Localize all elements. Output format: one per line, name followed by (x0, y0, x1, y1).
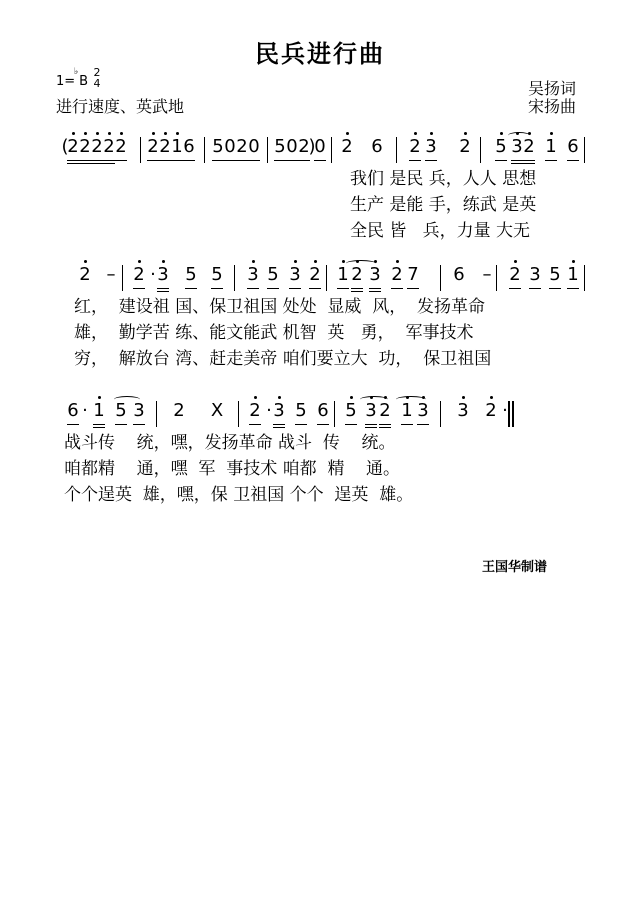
underline-beam (147, 160, 159, 161)
underline-beam (417, 424, 429, 425)
barline (140, 137, 141, 163)
score-note: 2 (509, 264, 521, 285)
underline-beam (171, 160, 183, 161)
song-title: 民兵进行曲 (255, 40, 385, 68)
score-note: ) (308, 136, 316, 157)
score-note: 2 (409, 136, 421, 157)
key-label: 1= (56, 74, 76, 89)
underline-beam (248, 160, 260, 161)
lyric-line: 全民 皆 兵，力量 大无 (350, 221, 531, 241)
underline-beam (351, 288, 363, 289)
lyric-line: 红， 建设祖 国、保卫祖国 处处 显威 风， 发扬革命 (74, 297, 486, 317)
underline-beam (115, 424, 127, 425)
octave-dot (98, 396, 101, 399)
score-note: 3 (157, 264, 169, 285)
octave-dot (138, 260, 141, 263)
underline-beam (157, 288, 169, 289)
score-note: 5 (115, 400, 127, 421)
slur (396, 396, 426, 403)
underline-beam (425, 160, 437, 161)
score-note: 2 (309, 264, 321, 285)
score-note: · (266, 400, 272, 421)
underline-beam (183, 160, 195, 161)
score-note: 0 (248, 136, 260, 157)
lyric-line: 咱都精 通，嘿 军 事技术 咱都 精 通。 (64, 459, 401, 479)
octave-dot (462, 396, 465, 399)
underline-beam (309, 288, 321, 289)
lyric-line: 雄， 勤学苦 练、能文能武 机智 英 勇， 军事技术 (74, 323, 474, 343)
underline-beam (511, 160, 523, 161)
score-note: 2 (459, 136, 471, 157)
underline-beam (224, 160, 236, 161)
octave-dot (84, 260, 87, 263)
underline-beam (249, 424, 261, 425)
score-note: 6 (371, 136, 383, 157)
underline-beam (509, 288, 521, 289)
lyric-line: 生产 是能 手，练武 是英 (350, 195, 537, 215)
score-note: 2 (379, 400, 391, 421)
underline-beam (91, 160, 103, 161)
score-note: 5 (211, 264, 223, 285)
barline (238, 401, 239, 427)
barline (331, 137, 332, 163)
score-note: 3 (273, 400, 285, 421)
arranger-credit: 王国华制谱 (482, 560, 548, 575)
score-note: 6 (317, 400, 329, 421)
octave-dot (152, 132, 155, 135)
underline-beam (159, 160, 171, 161)
score-note: 1 (337, 264, 349, 285)
score-note: 5 (295, 400, 307, 421)
slur (114, 396, 140, 403)
barline (156, 401, 157, 427)
underline-beam (549, 288, 561, 289)
octave-dot (72, 132, 75, 135)
underline-beam (103, 163, 115, 164)
score-note: 3 (289, 264, 301, 285)
score-note: · (82, 400, 88, 421)
lyric-line: 战斗传 统，嘿，发扬革命 战斗 传 统。 (64, 433, 396, 453)
barline (584, 137, 585, 163)
underline-beam (103, 160, 115, 161)
time-signature (92, 67, 102, 89)
barline (584, 265, 585, 291)
score-note: – (106, 264, 116, 285)
octave-dot (550, 132, 553, 135)
score-note: 6 (183, 136, 195, 157)
underline-beam (409, 160, 421, 161)
score-note: 1 (567, 264, 579, 285)
score-note: 3 (133, 400, 145, 421)
octave-dot (254, 396, 257, 399)
score-note: 2 (485, 400, 497, 421)
underline-beam (274, 160, 286, 161)
octave-dot (278, 396, 281, 399)
score-note: 0 (286, 136, 298, 157)
score-note: 5 (212, 136, 224, 157)
score-note: 2 (133, 264, 145, 285)
underline-beam (337, 288, 349, 289)
underline-beam (407, 288, 419, 289)
underline-beam (523, 160, 535, 161)
underline-beam (273, 424, 285, 425)
octave-dot (120, 132, 123, 135)
underline-beam (567, 288, 579, 289)
score-note: 7 (407, 264, 419, 285)
octave-dot (572, 260, 575, 263)
octave-dot (342, 260, 345, 263)
tempo-marking: 进行速度、英武地 (56, 97, 185, 116)
score-note: 1 (171, 136, 183, 157)
barline (234, 265, 235, 291)
underline-beam (115, 160, 127, 161)
underline-beam (67, 163, 79, 164)
octave-dot (314, 260, 317, 263)
score-note: 2 (351, 264, 363, 285)
underline-beam (314, 160, 326, 161)
score-note: 2 (523, 136, 535, 157)
octave-dot (430, 132, 433, 135)
octave-dot (176, 132, 179, 135)
score-note: 3 (365, 400, 377, 421)
score-note: 5 (267, 264, 279, 285)
score-note: 6 (567, 136, 579, 157)
barline (326, 265, 327, 291)
underline-beam (185, 288, 197, 289)
underline-beam (79, 160, 91, 161)
score-note: 3 (247, 264, 259, 285)
score-note: 2 (341, 136, 353, 157)
score-note: 2 (79, 136, 91, 157)
underline-beam (286, 160, 298, 161)
score-note: 3 (425, 136, 437, 157)
slur (508, 132, 530, 139)
underline-beam (91, 163, 103, 164)
barline (267, 137, 268, 163)
score-note: 5 (495, 136, 507, 157)
score-note: 2 (79, 264, 91, 285)
underline-beam (345, 424, 357, 425)
lyric-line: 个个逞英 雄，嘿，保 卫祖国 个个 逞英 雄。 (64, 485, 414, 505)
underline-beam (317, 424, 329, 425)
octave-dot (96, 132, 99, 135)
octave-dot (294, 260, 297, 263)
octave-dot (84, 132, 87, 135)
score-note: 5 (274, 136, 286, 157)
score-note: 2 (159, 136, 171, 157)
lyric-line: 穷， 解放台 湾、赶走美帝 咱们要立大 功， 保卫祖国 (74, 349, 492, 369)
key-flat: ♭ (74, 67, 79, 77)
underline-beam (289, 288, 301, 289)
score-note: 3 (511, 136, 523, 157)
barline (334, 401, 335, 427)
underline-beam (67, 160, 79, 161)
key-note: B (79, 74, 89, 89)
underline-beam (93, 424, 105, 425)
underline-beam (401, 424, 413, 425)
score-note: – (482, 264, 492, 285)
octave-dot (350, 396, 353, 399)
octave-dot (396, 260, 399, 263)
score-note: 1 (93, 400, 105, 421)
octave-dot (490, 396, 493, 399)
score-note: 2 (103, 136, 115, 157)
underline-beam (236, 160, 248, 161)
score-note: 1 (401, 400, 413, 421)
score-note: 0 (314, 136, 326, 157)
underline-beam (365, 424, 377, 425)
score-note: 2 (391, 264, 403, 285)
octave-dot (108, 132, 111, 135)
underline-beam (391, 288, 403, 289)
score-note: 3 (457, 400, 469, 421)
underline-beam (567, 160, 579, 161)
score-note: 1 (545, 136, 557, 157)
score-note: 3 (369, 264, 381, 285)
underline-beam (211, 288, 223, 289)
barline (122, 265, 123, 291)
time-bottom: 4 (93, 77, 101, 90)
score-note: 2 (173, 400, 185, 421)
underline-beam (133, 288, 145, 289)
octave-dot (252, 260, 255, 263)
octave-dot (500, 132, 503, 135)
score-note: 2 (298, 136, 310, 157)
octave-dot (162, 260, 165, 263)
underline-beam (79, 163, 91, 164)
barline (496, 265, 497, 291)
score-note: 2 (91, 136, 103, 157)
score-note: ( (61, 136, 69, 157)
barline (508, 401, 510, 427)
barline (480, 137, 481, 163)
octave-dot (514, 260, 517, 263)
slur (360, 396, 388, 403)
octave-dot (464, 132, 467, 135)
barline (512, 401, 514, 427)
lyricist: 吴扬词 (528, 79, 577, 98)
underline-beam (247, 288, 259, 289)
score-note: · (150, 264, 156, 285)
underline-beam (212, 160, 224, 161)
underline-beam (529, 288, 541, 289)
score-note: 5 (549, 264, 561, 285)
score-note: 2 (67, 136, 79, 157)
underline-beam (369, 288, 381, 289)
underline-beam (495, 160, 507, 161)
barline (204, 137, 205, 163)
octave-dot (346, 132, 349, 135)
barline (440, 401, 441, 427)
underline-beam (295, 424, 307, 425)
octave-dot (414, 132, 417, 135)
score-note: X (210, 400, 224, 421)
slur (346, 260, 376, 267)
score-note: 2 (115, 136, 127, 157)
barline (396, 137, 397, 163)
octave-dot (164, 132, 167, 135)
composer: 宋扬曲 (528, 97, 577, 116)
underline-beam (133, 424, 145, 425)
key-signature (56, 66, 101, 90)
score-note: · (502, 400, 508, 421)
score-note: 3 (529, 264, 541, 285)
score-note: 3 (417, 400, 429, 421)
score-note: 5 (345, 400, 357, 421)
score-note: 6 (67, 400, 79, 421)
score-note: 0 (224, 136, 236, 157)
score-note: 6 (453, 264, 465, 285)
score-note: 2 (147, 136, 159, 157)
underline-beam (298, 160, 310, 161)
time-top: 2 (93, 66, 101, 79)
score-note: 5 (185, 264, 197, 285)
barline (440, 265, 441, 291)
underline-beam (379, 424, 391, 425)
lyric-line: 我们 是民 兵，人人 思想 (350, 169, 537, 189)
underline-beam (267, 288, 279, 289)
underline-beam (545, 160, 557, 161)
score-note: 2 (249, 400, 261, 421)
score-note: 2 (236, 136, 248, 157)
underline-beam (67, 424, 79, 425)
